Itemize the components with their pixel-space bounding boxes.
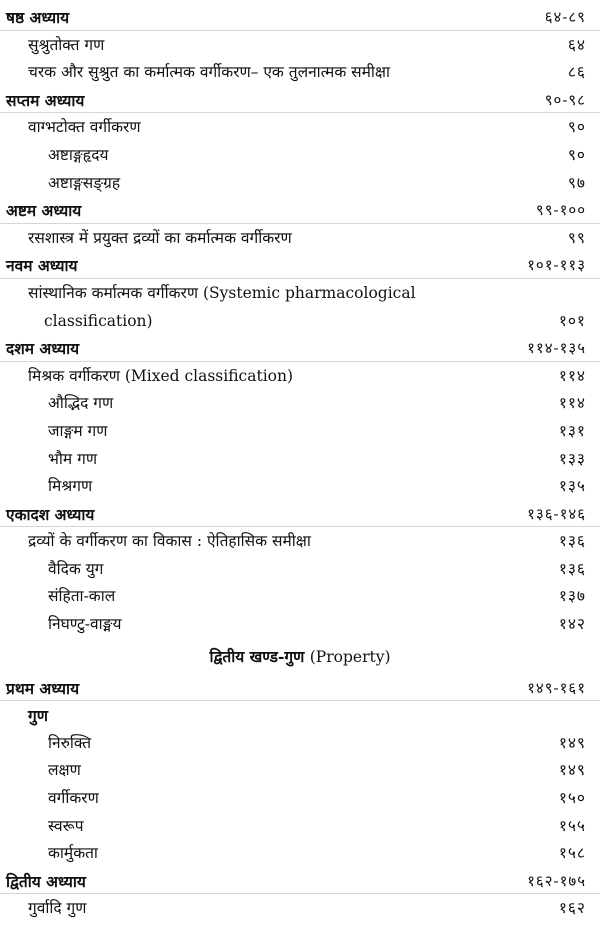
- toc-entry-row: [0, 142, 600, 170]
- entry-page-number: १३६: [558, 532, 586, 551]
- section-subtitle: (Property): [309, 647, 391, 666]
- chapter-title: द्वितीय अध्याय: [6, 871, 86, 891]
- entry-page-number: १३५: [558, 477, 586, 496]
- toc-entry-row: [0, 32, 600, 60]
- chapter-row: [0, 197, 600, 225]
- toc-entry-row: [0, 114, 600, 142]
- entry-title: सांस्थानिक कर्मात्मक वर्गीकरण (Systemic pharmacological: [28, 283, 416, 302]
- toc-part-1: [0, 4, 600, 639]
- entry-title: रसशास्त्र में प्रयुक्त द्रव्यों का कर्मात्मक वर्गीकरण: [28, 228, 292, 247]
- chapter-page-range: ९९-१००: [535, 201, 586, 220]
- chapter-row: [0, 252, 600, 280]
- chapter-divider: [0, 278, 600, 279]
- entry-page-number: १३१: [558, 421, 586, 440]
- chapter-title: दशम अध्याय: [6, 339, 80, 359]
- entry-page-number: ९९: [567, 228, 586, 247]
- entry-page-number: ८६: [567, 63, 586, 82]
- entry-title: सुश्रुतोक्त गण: [28, 35, 105, 54]
- chapter-divider: [0, 526, 600, 527]
- chapter-divider: [0, 893, 600, 894]
- chapter-title: अष्टम अध्याय: [6, 201, 82, 221]
- toc-entry-row: [0, 757, 600, 785]
- toc-entry-row: [0, 170, 600, 198]
- entry-page-number: १५५: [558, 816, 586, 835]
- chapter-row: [0, 501, 600, 529]
- entry-title: classification): [44, 311, 153, 330]
- section-title: द्वितीय खण्ड-गुण: [209, 646, 305, 666]
- toc-entry-row: [0, 785, 600, 813]
- toc-entry-row: [0, 473, 600, 501]
- entry-title: मिश्रगण: [48, 477, 93, 496]
- entry-page-number: ११४: [558, 394, 586, 413]
- entry-title: चरक और सुश्रुत का कर्मात्मक वर्गीकरण– एक तुलनात्मक समीक्षा: [28, 63, 391, 82]
- entry-title: भौम गण: [48, 449, 98, 468]
- toc-entry-row: [0, 583, 600, 611]
- entry-title: निरुक्ति: [48, 733, 92, 752]
- entry-title: निघण्टु-वाङ्मय: [48, 615, 122, 634]
- toc-entry-row: [0, 59, 600, 87]
- entry-title: वाग्भटोक्त वर्गीकरण: [28, 118, 141, 137]
- chapter-divider: [0, 112, 600, 113]
- section-heading: [0, 639, 600, 675]
- entry-title: जाङ्गम गण: [48, 421, 108, 440]
- toc-entry-row: [0, 308, 600, 336]
- toc-entry-row: [0, 280, 600, 308]
- chapter-page-range: १०१-११३: [527, 256, 586, 275]
- entry-page-number: १३७: [558, 587, 586, 606]
- chapter-title: सप्तम अध्याय: [6, 90, 85, 110]
- toc-entry-row: [0, 813, 600, 841]
- chapter-divider: [0, 223, 600, 224]
- entry-page-number: ९०: [567, 118, 586, 137]
- entry-title: अष्टाङ्गहृदय: [48, 145, 109, 164]
- toc-entry-row: [0, 730, 600, 758]
- toc-part-2: [0, 675, 600, 923]
- entry-page-number: १६२: [558, 899, 586, 918]
- entry-page-number: ६४: [567, 35, 586, 54]
- chapter-row: [0, 4, 600, 32]
- chapter-row: [0, 335, 600, 363]
- chapter-row: [0, 868, 600, 896]
- entry-title: मिश्रक वर्गीकरण (Mixed classification): [28, 366, 294, 385]
- entry-page-number: ११४: [558, 366, 586, 385]
- toc-entry-row: [0, 556, 600, 584]
- toc-entry-row: [0, 840, 600, 868]
- entry-title: कार्मुकता: [48, 844, 98, 863]
- entry-title: वर्गीकरण: [48, 789, 99, 808]
- toc-entry-row: [0, 528, 600, 556]
- chapter-divider: [0, 30, 600, 31]
- entry-page-number: ९०: [567, 145, 586, 164]
- chapter-page-range: ११४-१३५: [527, 339, 586, 358]
- chapter-page-range: १४९-१६१: [527, 678, 586, 697]
- chapter-title: षष्ठ अध्याय: [6, 8, 70, 27]
- entry-title: वैदिक युग: [48, 559, 104, 578]
- chapter-title: नवम अध्याय: [6, 256, 78, 276]
- entry-title: गुर्वादि गुण: [28, 899, 87, 918]
- entry-page-number: ९७: [567, 173, 586, 192]
- chapter-row: [0, 675, 600, 703]
- toc-entry-row: [0, 363, 600, 391]
- entry-title: गुण: [28, 706, 48, 726]
- entry-title: लक्षण: [48, 761, 81, 780]
- entry-title: द्रव्यों के वर्गीकरण का विकास : ऐतिहासिक समीक्षा: [28, 532, 311, 551]
- toc-entry-row: [0, 390, 600, 418]
- chapter-page-range: १६२-१७५: [527, 871, 586, 890]
- chapter-title: एकादश अध्याय: [6, 504, 95, 524]
- entry-title: संहिता-काल: [48, 587, 116, 606]
- chapter-page-range: ६४-८९: [544, 8, 586, 26]
- chapter-divider: [0, 700, 600, 701]
- entry-page-number: १५८: [558, 844, 586, 863]
- chapter-row: [0, 87, 600, 115]
- entry-title: अष्टाङ्गसङ्ग्रह: [48, 173, 121, 192]
- entry-page-number: १५०: [558, 789, 586, 808]
- toc-entry-row: [0, 611, 600, 639]
- toc-entry-row: [0, 418, 600, 446]
- entry-page-number: १४९: [558, 761, 586, 780]
- entry-title: औद्भिद गण: [48, 394, 114, 413]
- chapter-title: प्रथम अध्याय: [6, 678, 80, 698]
- toc-entry-row: [0, 895, 600, 923]
- entry-page-number: १३३: [558, 449, 586, 468]
- entry-page-number: १४९: [558, 733, 586, 752]
- toc-entry-row: [0, 702, 600, 730]
- toc-entry-row: [0, 225, 600, 253]
- entry-page-number: १३६: [558, 559, 586, 578]
- entry-title: स्वरूप: [48, 816, 84, 835]
- chapter-page-range: १३६-१४६: [527, 504, 586, 523]
- chapter-page-range: ९०-९८: [544, 90, 586, 109]
- entry-page-number: १४२: [558, 615, 586, 634]
- table-of-contents: [0, 4, 600, 923]
- toc-entry-row: [0, 446, 600, 474]
- chapter-divider: [0, 361, 600, 362]
- entry-page-number: १०१: [558, 311, 586, 330]
